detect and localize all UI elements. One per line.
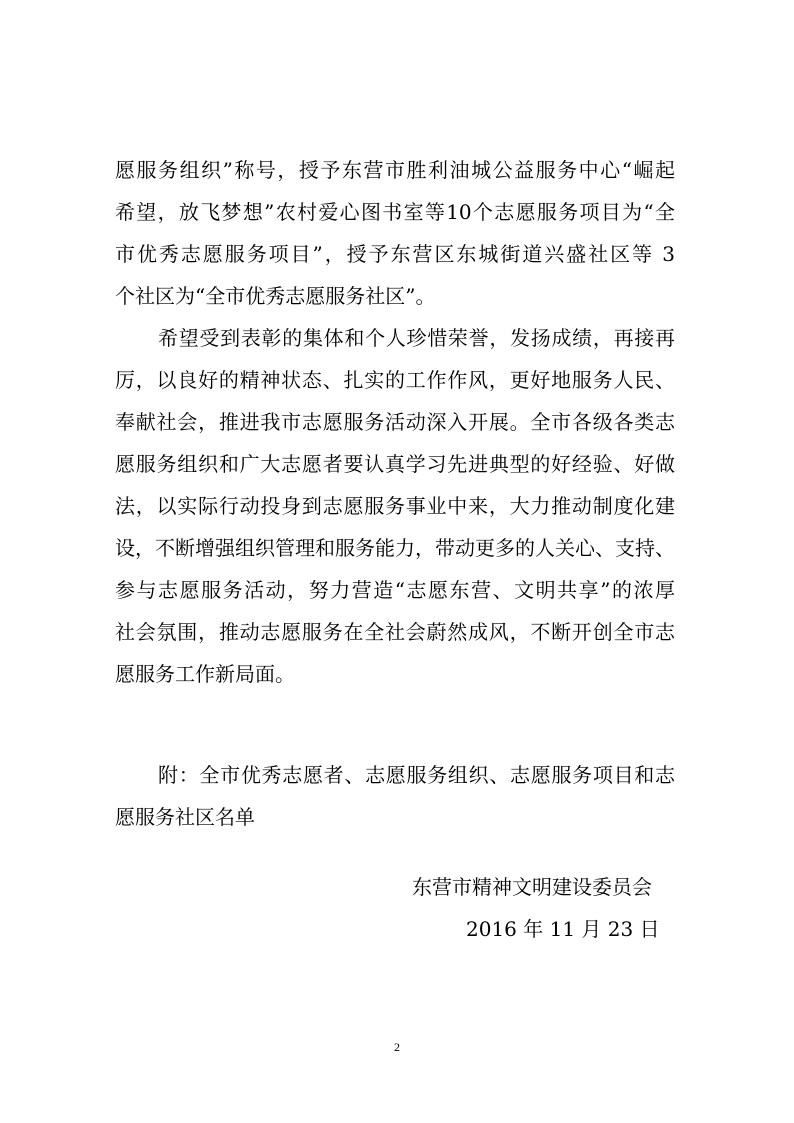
text-line: 希望，放飞梦想”农村爱心图书室等10个志愿服务项目为“全	[115, 200, 675, 224]
text-line: 希望受到表彰的集体和个人珍惜荣誉，发扬成绩，再接再	[158, 326, 675, 350]
attachment-line: 愿服务社区名单	[115, 805, 255, 829]
text-line: 愿服务组织”称号，授予东营市胜利油城公益服务中心“崛起	[115, 158, 675, 182]
page-number: 2	[394, 1040, 400, 1054]
text-line: 愿服务工作新局面。	[115, 662, 295, 686]
issuing-organization: 东营市精神文明建设委员会	[412, 875, 652, 899]
text-line: 厉，以良好的精神状态、扎实的工作作风，更好地服务人民、	[115, 368, 675, 392]
text-line: 设，不断增强组织管理和服务能力，带动更多的人关心、支持、	[115, 536, 675, 560]
text-line: 愿服务组织和广大志愿者要认真学习先进典型的好经验、好做	[115, 452, 675, 476]
issue-date: 2016 年 11 月 23 日	[466, 917, 660, 941]
text-line: 社会氛围，推动志愿服务在全社会蔚然成风，不断开创全市志	[115, 620, 675, 644]
text-line: 奉献社会，推进我市志愿服务活动深入开展。全市各级各类志	[115, 410, 675, 434]
text-line: 参与志愿服务活动，努力营造“志愿东营、文明共享”的浓厚	[115, 578, 675, 602]
attachment-line: 附：全市优秀志愿者、志愿服务组织、志愿服务项目和志	[158, 763, 675, 787]
text-line: 法，以实际行动投身到志愿服务事业中来，大力推动制度化建	[115, 494, 675, 518]
text-line: 市优秀志愿服务项目”，授予东营区东城街道兴盛社区等 3	[115, 242, 675, 266]
text-line: 个社区为“全市优秀志愿服务社区”。	[115, 284, 436, 308]
